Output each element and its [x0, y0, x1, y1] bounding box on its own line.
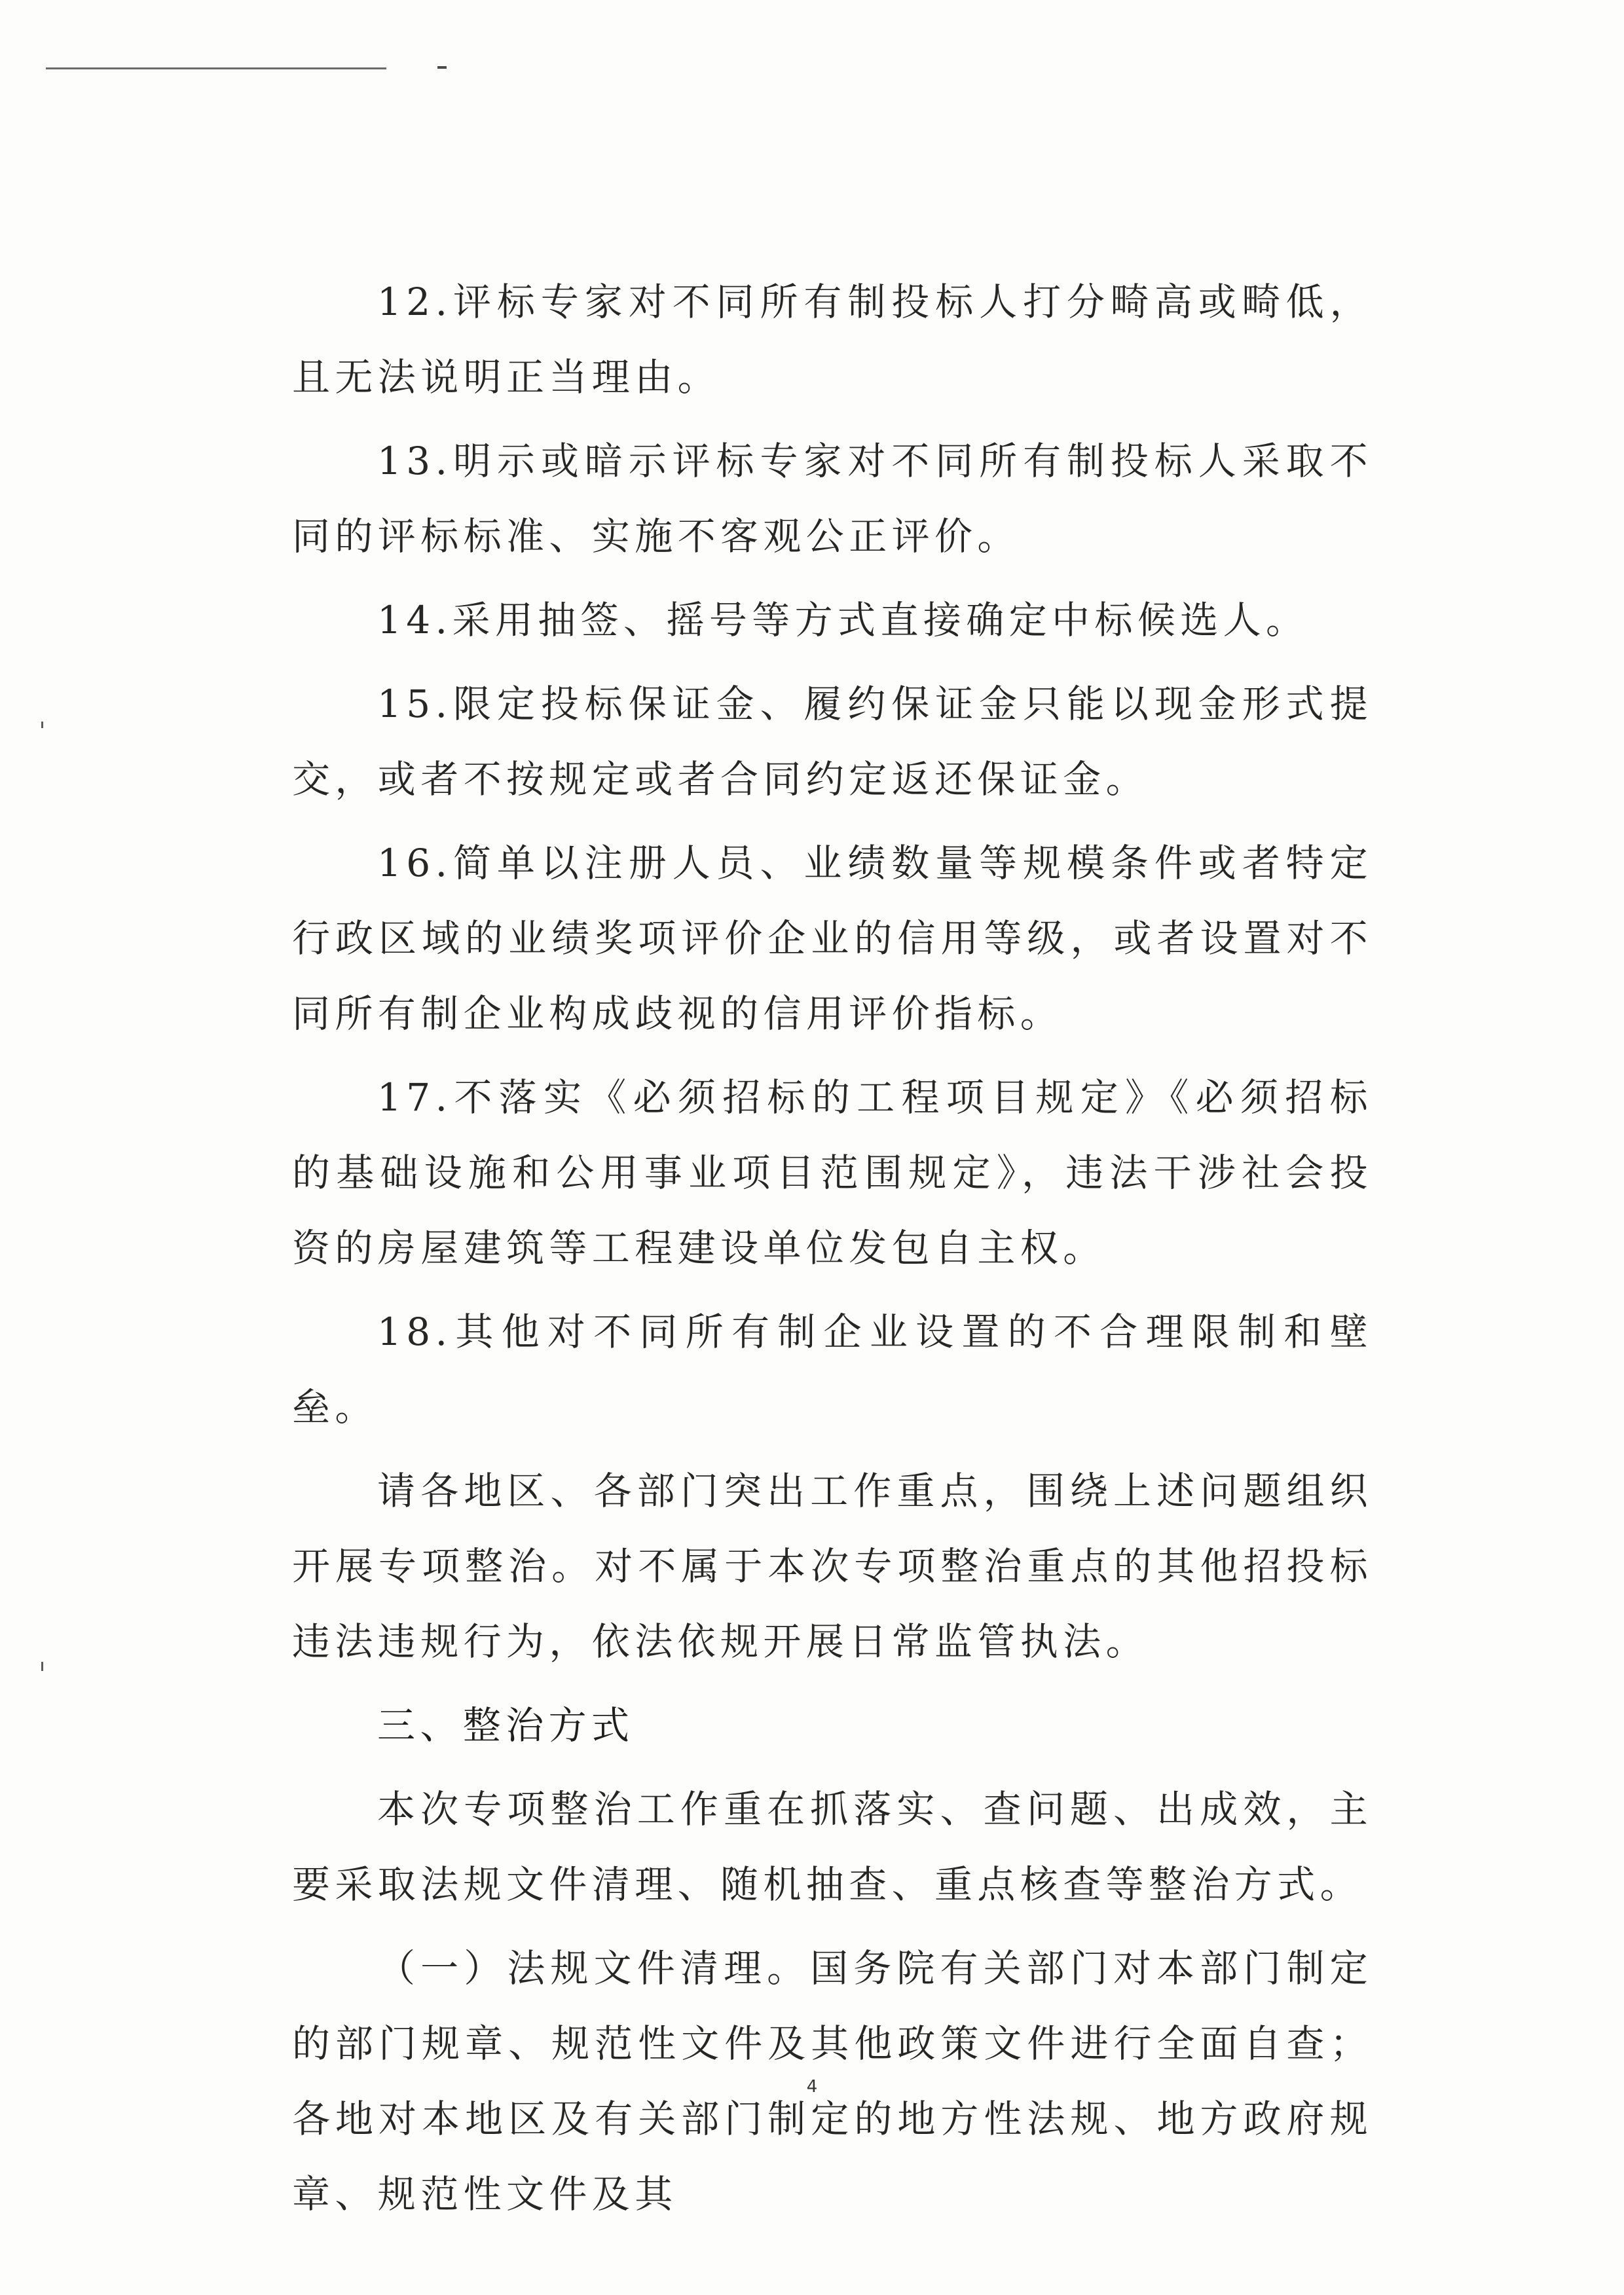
document-body — [292, 265, 1373, 2241]
list-item-15: 15.限定投标保证金、履约保证金只能以现金形式提交，或者不按规定或者合同约定返还保证金。 — [292, 682, 1373, 801]
list-item-14: 14.采用抽签、摇号等方式直接确定中标候选人。 — [377, 598, 1309, 642]
instruction-paragraph: 请各地区、各部门突出工作重点，围绕上述问题组织开展专项整治。对不属于本次专项整治重点的其他招投标违法违规行为，依法依规开展日常监管执法。 — [292, 1469, 1373, 1664]
list-item-16: 16.简单以注册人员、业绩数量等规模条件或者特定行政区域的业绩奖项评价企业的信用等级，或者设置对不同所有制企业构成歧视的信用评价指标。 — [292, 841, 1373, 1036]
page-number: 4 — [806, 2077, 818, 2097]
section-heading: 三、整治方式 — [377, 1703, 635, 1748]
list-item-17: 17.不落实《必须招标的工程项目规定》《必须招标的基础设施和公用事业项目范围规定》，违法干涉社会投资的房屋建筑等工程建设单位发包自主权。 — [292, 1075, 1373, 1270]
list-item-13: 13.明示或暗示评标专家对不同所有制投标人采取不同的评标标准、实施不客观公正评价。 — [292, 439, 1373, 559]
binding-hole-mark — [41, 1662, 43, 1671]
section-intro-paragraph: 本次专项整治工作重在抓落实、查问题、出成效，主要采取法规文件清理、随机抽查、重点核查等整治方式。 — [292, 1787, 1373, 1907]
binding-hole-mark — [41, 722, 43, 728]
regulation-cleanup-paragraph: （一）法规文件清理。国务院有关部门对本部门制定的部门规章、规范性文件及其他政策文件进行全面自查；各地对本地区及有关部门制定的地方性法规、地方政府规章、规范性文件及其 — [292, 1946, 1373, 2216]
scan-edge-line — [46, 67, 386, 69]
scan-edge-dash — [437, 66, 447, 69]
list-item-18: 18.其他对不同所有制企业设置的不合理限制和壁垒。 — [292, 1310, 1373, 1429]
list-item-12: 12.评标专家对不同所有制投标人打分畸高或畸低，且无法说明正当理由。 — [292, 280, 1373, 399]
